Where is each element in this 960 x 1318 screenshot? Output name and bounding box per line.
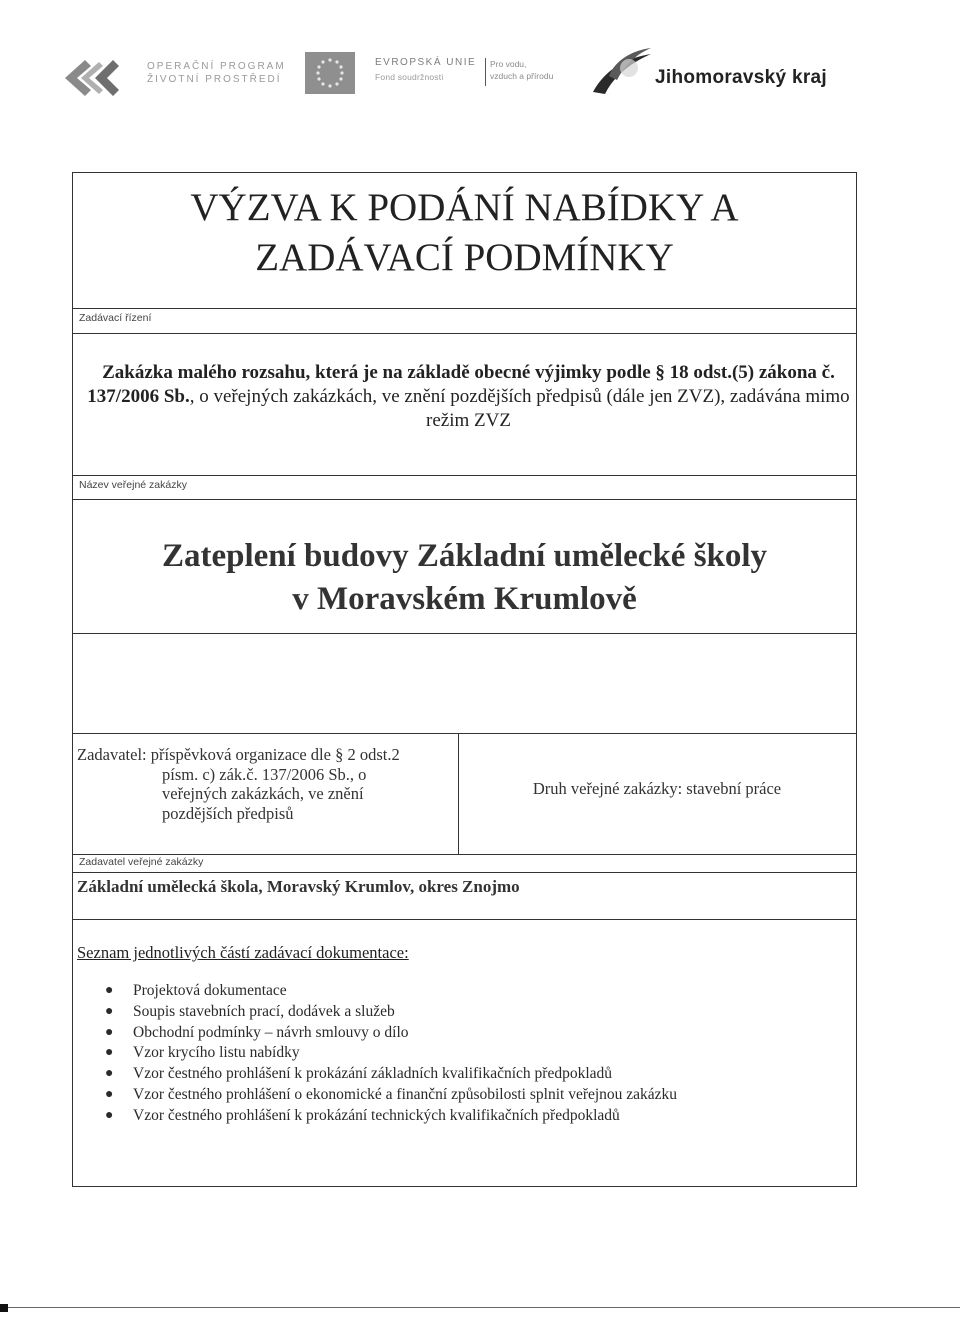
logo-bar [55, 40, 915, 110]
divider [73, 475, 856, 476]
document-title [73, 183, 856, 283]
contract-name [73, 535, 856, 621]
list-item [97, 981, 677, 1002]
contract-name-line-1: Zateplení budovy Základní umělecké školy [161, 538, 768, 574]
list-item [97, 1064, 677, 1085]
procedure-description [87, 361, 850, 433]
divider [73, 919, 856, 920]
eu-line-1: EVROPSKÁ UNIE [375, 57, 477, 68]
contracting-line-3: veřejných zakázkách, ve znění [162, 784, 364, 803]
title-line-2: ZADÁVACÍ PODMÍNKY [255, 236, 674, 279]
bullet-icon: ● [105, 1066, 114, 1082]
documentation-list-heading: Seznam jednotlivých částí zadávací dokumentace: [77, 943, 409, 962]
contracting-line-4: pozdějších předpisů [162, 803, 294, 823]
list-item-text: Soupis stavebních prací, dodávek a služeb [133, 1002, 395, 1020]
list-item [97, 1023, 677, 1044]
divider [73, 499, 856, 500]
motto-line-2: vzduch a přírodu [490, 71, 554, 81]
bullet-icon: ● [105, 1024, 114, 1040]
page-edge-line [0, 1307, 960, 1308]
page-edge-mark [0, 1304, 8, 1312]
op-zp-logo-icon [55, 46, 145, 106]
region-logo-icon [585, 40, 655, 100]
contracting-line-1: Zadavatel: příspěvková organizace dle § 2 odst.2 [77, 745, 400, 764]
eu-line-2: Fond soudržnosti [375, 72, 444, 82]
title-line-1: VÝZVA K PODÁNÍ NABÍDKY A [190, 186, 739, 229]
divider [73, 333, 856, 334]
list-item [97, 1002, 677, 1023]
op-line-1: OPERAČNÍ PROGRAM [147, 61, 286, 72]
label-procedure: Zadávací řízení [79, 312, 152, 324]
bullet-icon: ● [105, 983, 114, 998]
motto-text [485, 58, 553, 86]
bullet-icon: ● [105, 1107, 114, 1123]
eu-flag-icon [305, 52, 355, 94]
list-item-text: Vzor čestného prohlášení k prokázání základních kvalifikačních předpokladů [133, 1065, 613, 1083]
contract-name-line-2: v Moravském Krumlově [292, 581, 637, 617]
divider [73, 854, 856, 855]
eu-text [375, 56, 476, 84]
divider [73, 872, 856, 873]
contracting-line-2: písm. c) zák.č. 137/2006 Sb., o [162, 764, 367, 784]
list-item [97, 1043, 677, 1064]
contract-type: Druh veřejné zakázky: stavební práce [532, 779, 782, 798]
region-name: Jihomoravský kraj [655, 67, 827, 88]
list-item [97, 1085, 677, 1106]
list-item [97, 1106, 677, 1127]
divider [73, 733, 856, 734]
bullet-icon: ● [105, 1086, 114, 1102]
procedure-text-rest: , o veřejných zakázkách, ve znění pozdějších předpisů (dále jen ZVZ), zadávána mimo režim ZVZ [189, 386, 850, 431]
op-program-text [147, 60, 286, 86]
document-frame [72, 172, 857, 1187]
bullet-icon: ● [105, 1003, 114, 1019]
procedure-text-bold: Zakázka malého rozsahu, která je na základě obecné výjimky podle § 18 odst.(5) zákona č. 137/2006 Sb. [87, 362, 835, 407]
list-item-text: Vzor krycího listu nabídky [133, 1044, 300, 1062]
motto-line-1: Pro vodu, [490, 59, 527, 69]
divider [73, 633, 856, 634]
contracting-authority: Základní umělecká škola, Moravský Krumlov, okres Znojmo [77, 877, 520, 896]
bullet-icon: ● [105, 1045, 114, 1061]
contracting-authority-type [77, 745, 455, 823]
list-item-text: Vzor čestného prohlášení k prokázání technických kvalifikačních předpokladů [133, 1106, 620, 1124]
divider [73, 308, 856, 309]
list-item-text: Obchodní podmínky – návrh smlouvy o dílo [133, 1023, 409, 1041]
label-authority: Zadavatel veřejné zakázky [79, 856, 204, 868]
op-line-2: ŽIVOTNÍ PROSTŘEDÍ [147, 74, 282, 85]
documentation-list [97, 981, 677, 1127]
list-item-text: Projektová dokumentace [133, 982, 287, 999]
label-contract-name: Název veřejné zakázky [79, 479, 187, 491]
list-item-text: Vzor čestného prohlášení o ekonomické a finanční způsobilosti splnit veřejnou zakázku [133, 1085, 678, 1103]
